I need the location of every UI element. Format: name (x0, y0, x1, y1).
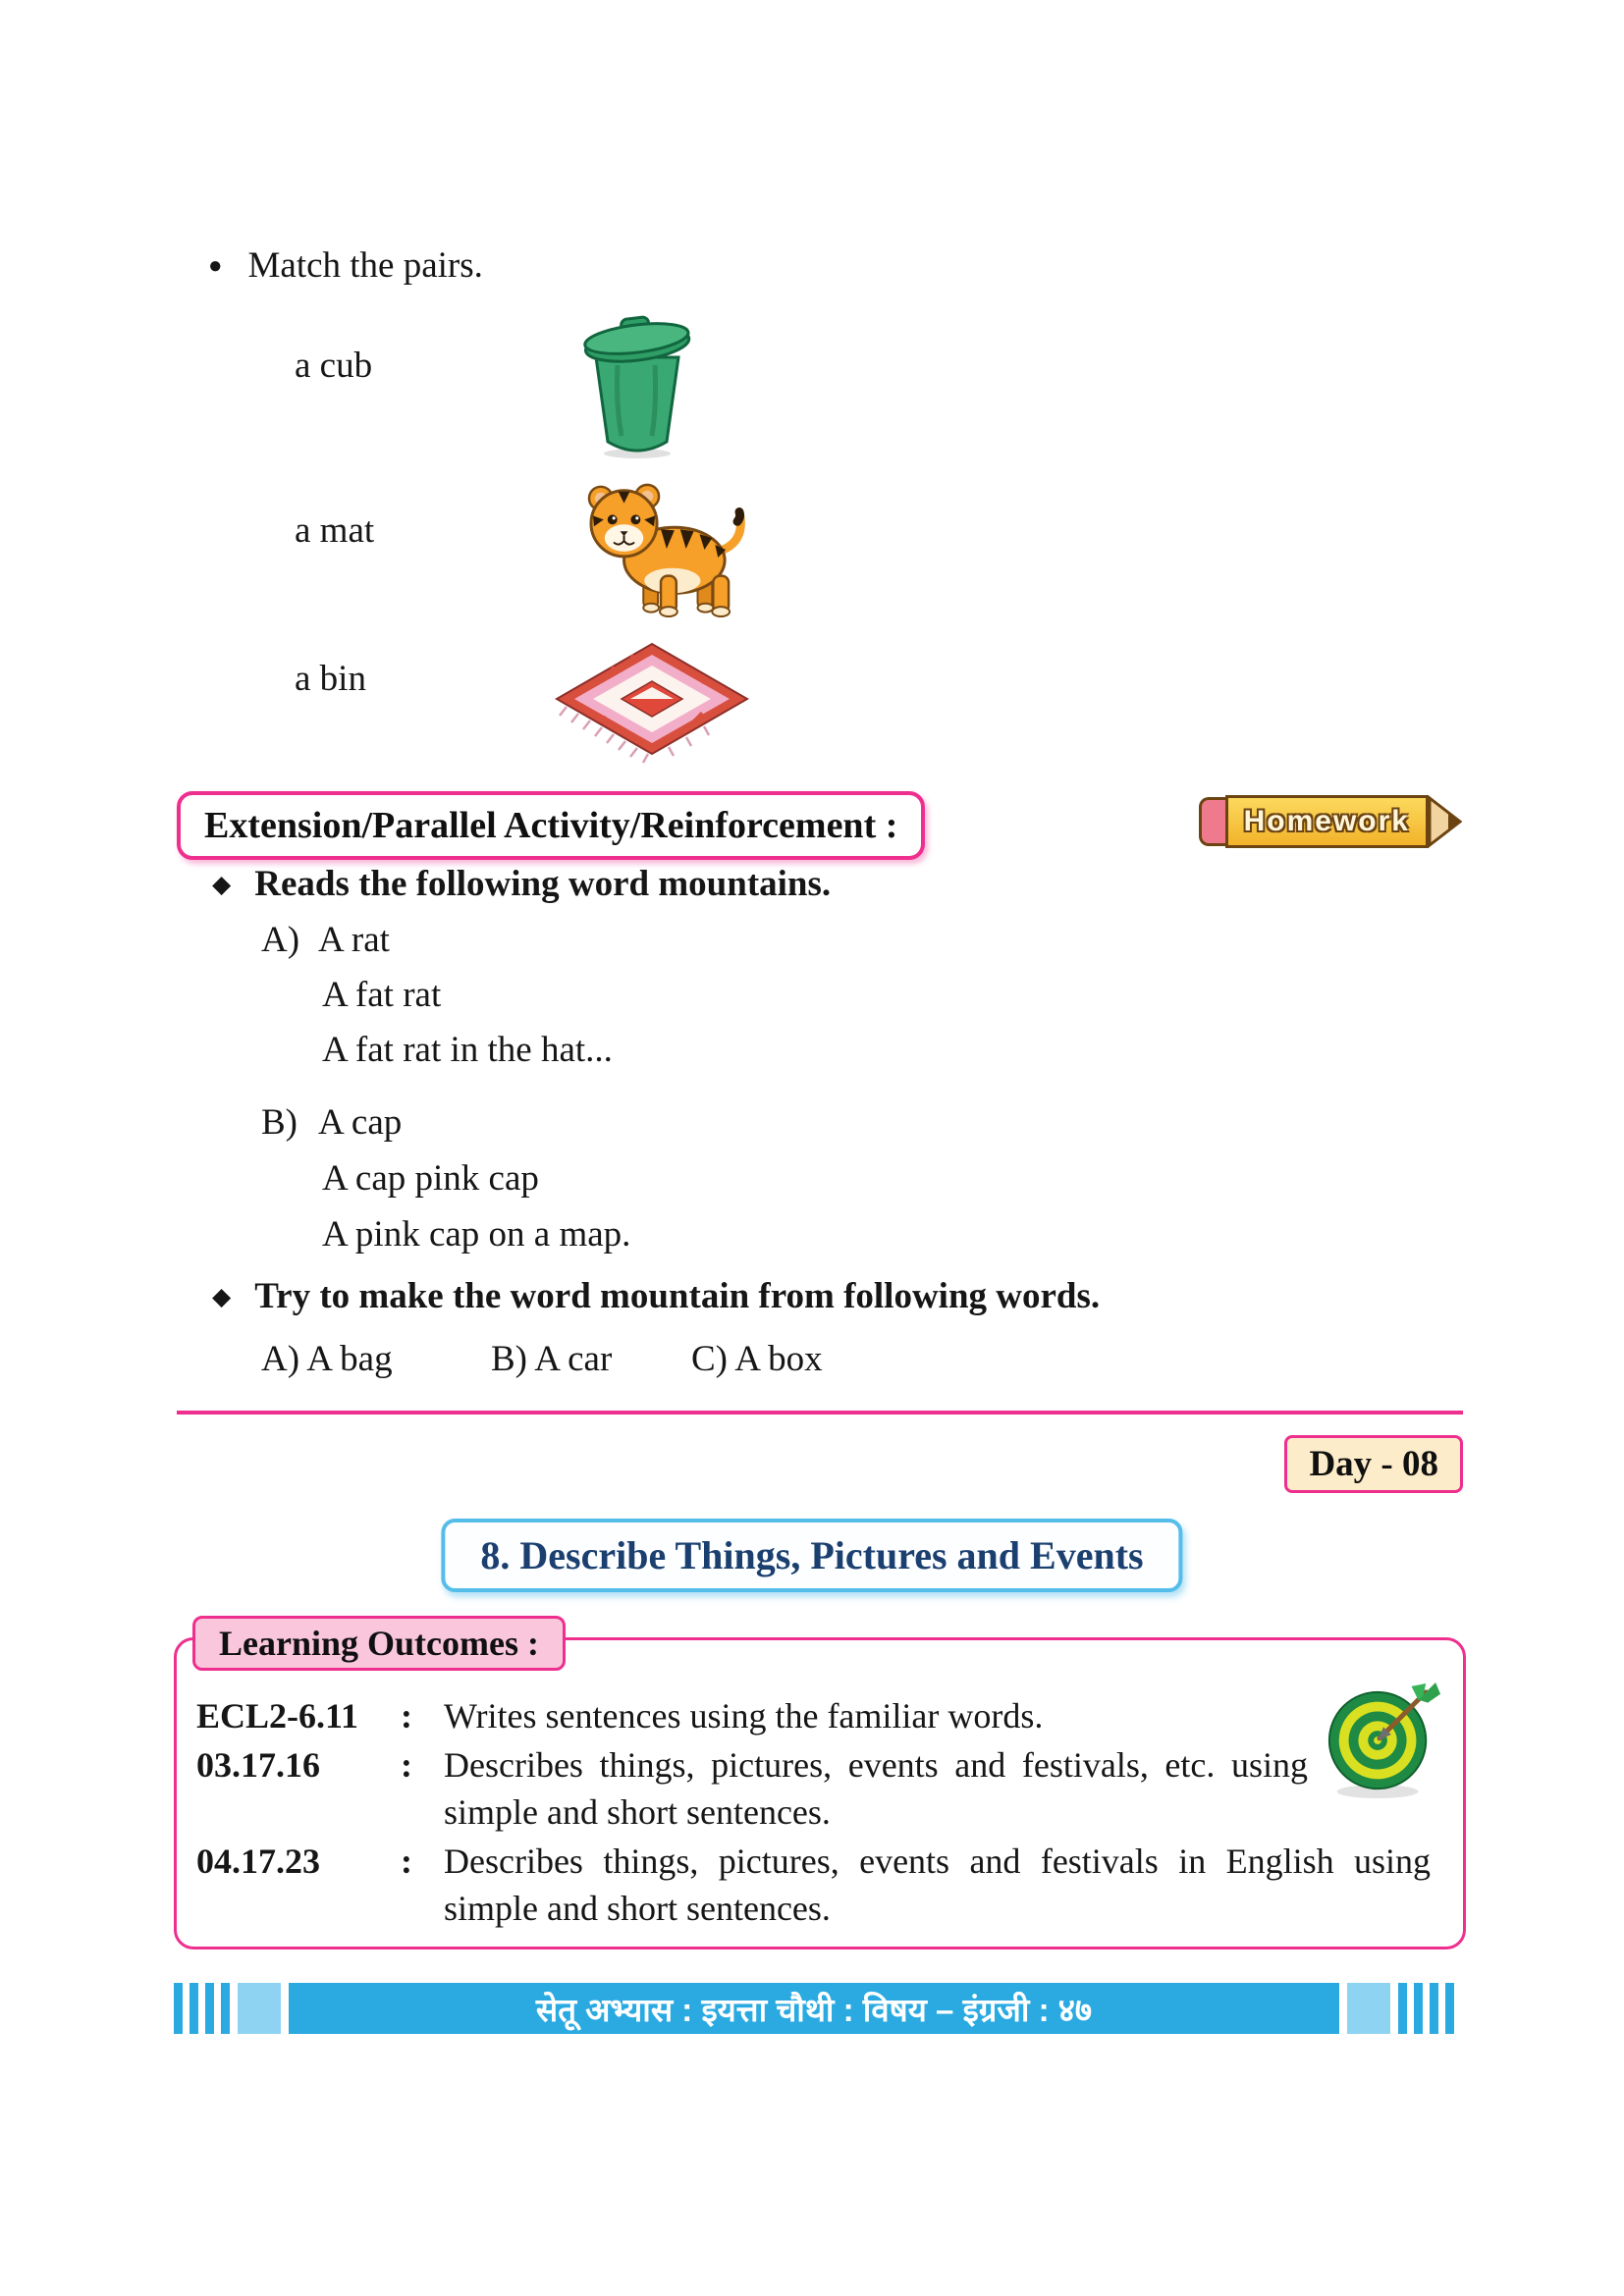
footer-stripes-left (174, 1983, 230, 2034)
outcome-colon: : (401, 1842, 412, 1881)
outcome-text: Describes things, pictures, events and festivals in English using simple and short sentences. (444, 1842, 1431, 1928)
learning-outcome-row (196, 1741, 1453, 1836)
word-mountain-a-line2: A fat rat (322, 975, 442, 1015)
outcome-code: 03.17.16 (196, 1745, 320, 1785)
outcome-code: 04.17.23 (196, 1842, 320, 1881)
pencil-eraser-icon (1199, 797, 1225, 846)
footer-bar (289, 1983, 1339, 2034)
outcome-colon: : (401, 1696, 412, 1735)
group-b-text1: A cap (318, 1102, 403, 1143)
target-dartboard-icon (1318, 1681, 1445, 1805)
word-mountain-a-line3: A fat rat in the hat... (322, 1030, 613, 1070)
learning-outcome-row (196, 1692, 1453, 1739)
outcome-code: ECL2-6.11 (196, 1696, 359, 1735)
outcome-text: Writes sentences using the familiar words. (444, 1696, 1044, 1735)
footer-square-left (238, 1983, 281, 2034)
tiger-cub-image (575, 473, 750, 623)
footer-text: सेतू अभ्यास : इयत्ता चौथी : विषय – इंग्रजी : ४७ (535, 1991, 1093, 2028)
learning-outcome-row (196, 1838, 1453, 1932)
outcome-colon: : (401, 1745, 412, 1785)
make-word-mountain-instruction (212, 1276, 1100, 1318)
learning-outcomes-heading: Learning Outcomes : (192, 1616, 566, 1671)
page-footer (174, 1983, 1454, 2034)
group-b-label: B) (261, 1102, 298, 1143)
word-mountain-a-line1 (261, 920, 390, 962)
pair-label-mat: a mat (295, 510, 375, 551)
extension-heading: Extension/Parallel Activity/Reinforcement : (204, 805, 898, 846)
match-pairs-title: Match the pairs. (247, 245, 483, 286)
word-mountain-b-line3: A pink cap on a map. (322, 1214, 631, 1255)
day-badge: Day - 08 (1284, 1435, 1463, 1493)
bullet-dot-icon: ● (208, 253, 223, 280)
extension-heading-box (177, 791, 925, 860)
lesson-title: 8. Describe Things, Pictures and Events (480, 1533, 1144, 1577)
pair-label-cub: a cub (295, 346, 373, 386)
learning-outcomes-list (196, 1692, 1453, 1934)
homework-pencil-badge (1199, 795, 1462, 848)
word-mountain-option-a: A) A bag (261, 1339, 393, 1379)
word-mountain-option-c: C) A box (691, 1339, 823, 1379)
homework-label: Homework (1225, 795, 1429, 848)
green-bin-image (577, 312, 697, 464)
word-mountain-instruction (212, 864, 831, 906)
pair-label-bin: a bin (295, 659, 366, 699)
word-mountain-b-line2: A cap pink cap (322, 1158, 539, 1199)
word-mountain-title: Reads the following word mountains. (254, 864, 832, 904)
match-pairs-heading (208, 245, 483, 288)
footer-stripes-right (1398, 1983, 1454, 2034)
word-mountain-b-line1 (261, 1102, 402, 1145)
outcome-text: Describes things, pictures, events and festivals, etc. using simple and short sentences. (444, 1745, 1308, 1832)
word-mountain-option-b: B) A car (491, 1339, 613, 1379)
pencil-tip-icon (1429, 795, 1462, 848)
group-a-text1: A rat (318, 920, 390, 960)
group-a-label: A) (261, 920, 300, 960)
lesson-title-box (441, 1519, 1182, 1592)
diamond-bullet-icon: ◆ (212, 1283, 232, 1310)
section-divider (177, 1411, 1463, 1415)
make-word-mountain-title: Try to make the word mountain from following words. (254, 1276, 1101, 1316)
floor-mat-image (548, 638, 756, 771)
diamond-bullet-icon: ◆ (212, 871, 232, 898)
footer-square-right (1347, 1983, 1390, 2034)
